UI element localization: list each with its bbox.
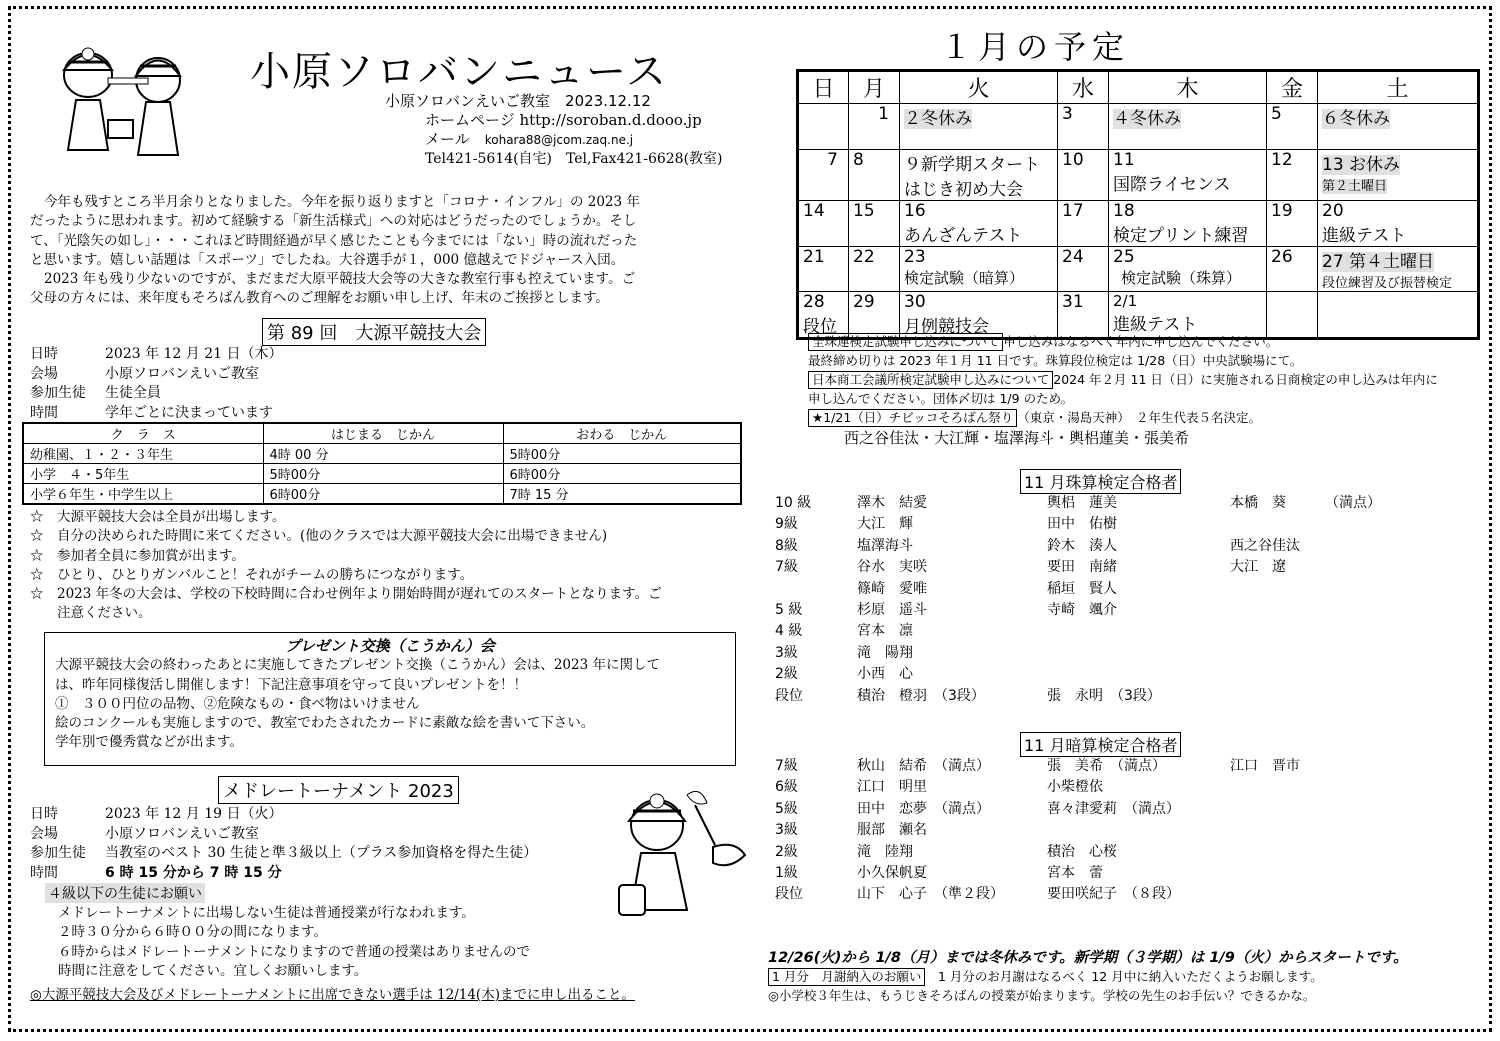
class-time-table: ク ラ ス はじまる じかん おわる じかん 幼稚園、１・２・３年生 4時 00 分 5時00分 小学 ４・5年生 5時00分 6時00分 小学６年生・中学生以上 6時00分 7時 15 分 (22, 422, 742, 505)
mental-passers-title: 11 月暗算検定合格者 (1020, 732, 1181, 757)
contest-title: 第 89 回 大源平競技大会 (262, 318, 486, 346)
fee-notice: 1 月分 月謝納入のお願い 1 月分のお月謝はなるべく 12 月中に納入いただくようお願します。 ◎小学校３年生は、もうじきそろばんの授業が始まります。学校の先生のお手伝い？できるかな。 (768, 969, 1323, 1003)
medley-details: 日時 2023 年 12 月 19 日（火） 会場 小原ソロバンえいご教室 参加生徒 当教室のベスト 30 生徒と準３級以上（プラス参加資格を得た生徒） 時間 6 時 15 分から 7 時 15 分 (30, 806, 538, 881)
intro-text: 今年も残すところ半月余りとなりました。今年を振り返りますと「コロナ・インフル」の 2023 年 だったように思われます。初めて経験する「新生活様式」への対応はどうだったのでしょうか。そし て、「光陰矢の如し」・・・これほど時間経過が早く感じたことも今までには「ない」時の流れだった と思います。嬉しい話題は「スポーツ」でしたね。大谷選手が１，000 億越えでドジャース入団。 2023 年も残り少ないのですが、まだまだ大原平競技大会等の大きな教室行事も控えています。ご 父母の方々には、来年度もそろばん教育へのご理解をお願い申し上げ、年末のご挨拶とします。 (30, 194, 640, 307)
telephone: Tel421-5614(自宅) Tel,Fax421-6628(教室) (425, 151, 723, 167)
notices: 全珠連検定試験申し込みについて 申し込みはなるべく年内に申し込んでください。 最終締め切りは 2023 年１月 11 日です。珠算段位検定は 1/28（日）中央試験場にて。 日本商工会議所検定試験申し込みについて 2024 年２月 11 日（日）に実施される日商検定の申し込みは年内に 申し込んでください。団体〆切は 1/9 のため。 ★1/21（日）チビッコそろばん祭り （東京・湯島天神） ２年生代表５名決定。 西之谷佳汰・大江輝・塩澤海斗・輿梠蓮美・張美希 (808, 332, 1488, 448)
notice-label-nissho: 日本商工会議所検定試験申し込みについて (808, 371, 1053, 389)
schedule-title: １月の予定 (940, 28, 1131, 66)
mail-label: メール (425, 130, 470, 148)
request-title: ４級以下の生徒にお願い (45, 883, 205, 903)
medley-request: メドレートーナメントに出場しない生徒は普通授業が行なわれます。 ２時３０分から６時００分の間になります。 ６時からはメドレートーナメントになりますので普通の授業はありませんので 時間に注意をしてください。宜しくお願いします。 (58, 905, 530, 979)
notice-label-zenshuren: 全珠連検定試験申し込みについて (808, 333, 1003, 351)
contest-notes: ☆ 大源平競技大会は全員が出場します。 ☆ 自分の決められた時間に来てください。(他のクラスでは大源平競技大会に出場できません) ☆ 参加者全員に参加賞が出ます。 ☆ ひとり、ひとりガンバルこと！それがチームの勝ちにつながります。 ☆ 2023 年冬の大会は、学校の下校時間に合わせ例年より開始時間が遅れてのスタートとなります。ご 注意ください。 (30, 509, 662, 622)
contest-details: 日時 2023 年 12 月 21 日（木） 会場 小原ソロバンえいご教室 参加生徒 生徒全員 時間 学年ごとに決まっています (30, 346, 283, 421)
winter-holiday-notice: 12/26(火)から 1/8（月）までは冬休みです。新学期（３学期）は 1/9（火）からスタートです。 (768, 950, 1408, 966)
issue-date: 2023.12.12 (565, 92, 651, 110)
festival-representatives: 西之谷佳汰・大江輝・塩澤海斗・輿梠蓮美・張美希 (844, 429, 1190, 447)
january-schedule: 日 月 火 水 木 金 土 1 ２冬休み 3 ４冬休み 5 ６冬休み 7 8 ９新学期スタート はじき初め大会 10 11 国際ライセンス 12 13 お休み 第２土曜日 14 15 16 あんざんテスト 17 18 検定プリント練習 19 20 進級テスト 21 22 23 検定試験（暗算） 24 25 検定試験（珠算） 26 27 第４土曜日 段位練習及び振替検定 28 段位 29 30 月例競技会 31 2/1 進級テスト (796, 69, 1480, 340)
fee-label: 1 月分 月謝納入のお願い (768, 968, 925, 986)
homepage[interactable]: ホームページ http://soroban.d.dooo.jp (425, 111, 702, 129)
newsletter-title: 小原ソロバンニュース (250, 49, 668, 95)
medley-title: メドレートーナメント 2023 (218, 776, 459, 804)
cleaning-girl-illustration (605, 785, 755, 935)
children-illustration (48, 40, 198, 170)
header-info (385, 92, 723, 169)
abacus-passers-title: 11 月珠算検定合格者 (1020, 469, 1181, 494)
notice-label-festival: ★1/21（日）チビッコそろばん祭り (808, 409, 1017, 427)
present-title: プレゼント交換（こうかん）会 (285, 637, 495, 655)
present-box: プレゼント交換（こうかん）会 大源平競技大会の終わったあとに実施してきたプレゼント交換（こうかん）会は、2023 年に関して は、昨年同様復活し開催します！下記注意事項を守って良いプレゼントを！！ ① ３００円位の品物、②危険なもの・食べ物はいけません 絵のコンクールも実施しますので、教室でわたされたカードに素敵な絵を書いて下さい。 学年別で優秀賞などが出ます。 (44, 632, 736, 766)
mail-address[interactable]: kohara88@jcom.zaq.ne.j (484, 133, 634, 147)
medley-footer: ◎大源平競技大会及びメドレートーナメントに出席できない選手は 12/14(木)までに申し出ること。 (30, 987, 635, 1003)
school-name: 小原ソロバンえいご教室 (385, 92, 551, 110)
